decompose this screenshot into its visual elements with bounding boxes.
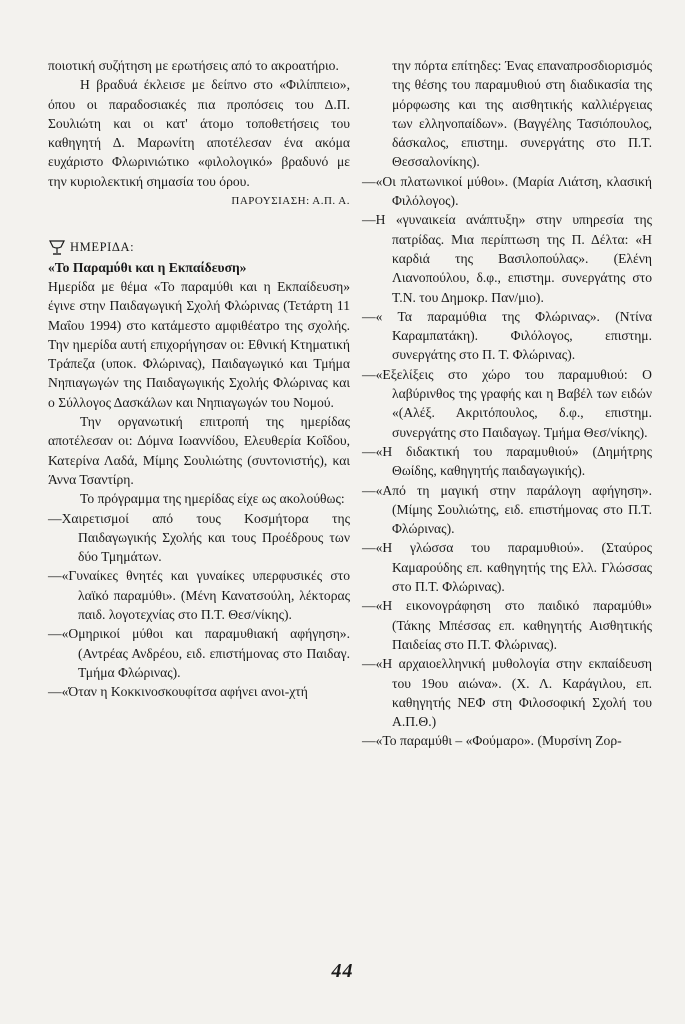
- program-item: —«Το παραμύθι – «Φούμαρο». (Μυρσίνη Ζορ-: [362, 733, 622, 749]
- evening-paragraph: Η βραδυά έκλεισε με δείπνο στο «Φιλίππειο», όπου οι παραδοσιακές πια προπόσεις του Δ.Π. Σουλιώτη και οι κατ' άτομο τοποθετήσεις του καθηγητή Δ. Μαρωνίτη αποτέλεσαν ένα ακόμα ευχάριστο Φλωρινιώτικο «φιλολογικό» βραδυνό με την κυριολεκτική σημασία του όρου.: [48, 77, 350, 189]
- program-item-continued: την πόρτα επίτηδες: Ένας επαναπροσδιορισμός της θέσης του παραμυθιού στη διαδικασία της μόρφωσης και της αισθητικής καλλιέργειας των ελληνοπαίδων». (Βαγγέλης Τασιόπουλος, δάσκαλος, επιστημ. συνεργάτης στο Π.Τ. Θεσσαλονίκης).: [392, 58, 652, 170]
- program-item: —«Ομηρικοί μύθοι και παραμυθιακή αφήγηση». (Αντρέας Ανδρέου, ειδ. επιστήμονας στο Παιδαγ. Τμήμα Φλώρινας).: [48, 626, 350, 680]
- section-label: ΗΜΕΡΙΔΑ:: [70, 240, 135, 255]
- continued-paragraph: ποιοτική συζήτηση με ερωτήσεις από το ακροατήριο.: [48, 58, 339, 73]
- section-header: [48, 238, 350, 257]
- program-item: —«Η αρχαιοελληνική μυθολογία στην εκπαίδευση του 19ου αιώνα». (Χ. Λ. Καράγιλου, επ. καθηγητής ΝΕΦ στη Φιλοσοφική Σχολή του Α.Π.Θ.): [362, 656, 652, 730]
- program-item: —«Η γλώσσα του παραμυθιού». (Σταύρος Καμαρούδης επ. καθηγητής της Ελλ. Γλώσσας στο Π.Τ. Φλώρινας).: [362, 540, 652, 595]
- program-item: —«Οι πλατωνικοί μύθοι». (Μαρία Λιάτση, κλασική Φιλόλογος).: [362, 173, 652, 209]
- program-paragraph: Το πρόγραμμα της ημερίδας είχε ως ακολούθως:: [80, 491, 345, 507]
- program-item: —«Όταν η Κοκκινοσκουφίτσα αφήνει ανοι-χτή: [48, 684, 308, 700]
- program-item: —«Η διδακτική του παραμυθιού» (Δημήτρης Θωίδης, καθηγητής παιδαγωγικής).: [362, 443, 652, 479]
- program-item: —Χαιρετισμοί από τους Κοσμήτορα της Παιδαγωγικής Σχολής και τους Προέδρους των δύο Τμημάτων.: [48, 510, 350, 565]
- spacer: [48, 211, 350, 238]
- goblet-icon: [48, 240, 66, 256]
- signature: ΠΑΡΟΥΣΙΑΣΗ: Α.Π. Α.: [231, 195, 350, 208]
- page-number: 44: [331, 960, 354, 982]
- right-column: [362, 56, 652, 751]
- article-heading: «Το Παραμύθι και η Εκπαίδευση»: [48, 259, 247, 275]
- program-item: —«Γυναίκες θνητές και γυναίκες υπερφυσικές στο λαϊκό παραμύθι». (Μένη Κανατσούλη, λέκτορας παιδ. λογοτεχνίας στο Π.Τ. Θεσ/νίκης).: [48, 568, 350, 623]
- committee-paragraph: Την οργανωτική επιτροπή της ημερίδας αποτέλεσαν οι: Δόμνα Ιωαννίδου, Ελευθερία Κοΐδου, Κατερίνα Λαδά, Μίμης Σουλιώτης (συντονιστής), και Άννα Τσαντίρη.: [48, 414, 350, 487]
- program-item: —« Τα παραμύθια της Φλώρινας». (Ντίνα Καραμπατάκη). Φιλόλογος, επιστημ. συνεργάτης στο Π. Τ. Φλώρινας).: [362, 308, 652, 363]
- program-item: —Η «γυναικεία ανάπτυξη» στην υπηρεσία της πατρίδας. Μια περίπτωση της Π. Δέλτα: «Η καρδιά της Βασιλοπούλας». (Ελένη Λιανοπούλου, δ.φ., επιστημ. συνεργάτης στο Τ.Ν. του Δημοκρ. Παν/μιο).: [362, 212, 652, 305]
- left-column: [48, 56, 350, 702]
- program-item: —«Εξελίξεις στο χώρο του παραμυθιού: Ο λαβύρινθος της γραφής και η Βαβέλ των ειδών «(Αλέξ. Ακριτόπουλος, δ.φ., επιστημ. συνεργάτης στο Παιδαγωγ. Τμήμα Θεσ/νίκης).: [362, 366, 652, 440]
- program-item: —«Η εικονογράφηση στο παιδικό παραμύθι» (Τάκης Μπέσσας επ. καθηγητής Αισθητικής Παιδείας στο Π.Τ. Φλώρινας).: [362, 598, 652, 652]
- intro-paragraph: Ημερίδα με θέμα «Το παραμύθι και η Εκπαίδευση» έγινε στην Παιδαγωγική Σχολή Φλώρινας (Τετάρτη 11 Μαΐου 1994) στο κατάμεστο αμφιθέατρο της σχολής. Την ημερίδα αυτή επιχορήγησαν οι: Εθνική Κτηματική Τράπεζα (υποκ. Φλώρινας), Παιδαγωγικό και Τμήμα Νηπιαγωγών της Παιδαγωγικής Σχολής Φλώρινας και ο Σύλλογος Δασκάλων και Νηπιαγωγών του Νομού.: [48, 278, 350, 410]
- program-item: —«Από τη μαγική στην παράλογη αφήγηση». (Μίμης Σουλιώτης, ειδ. επιστήμονας στο Π.Τ. Φλώρινας).: [362, 482, 652, 537]
